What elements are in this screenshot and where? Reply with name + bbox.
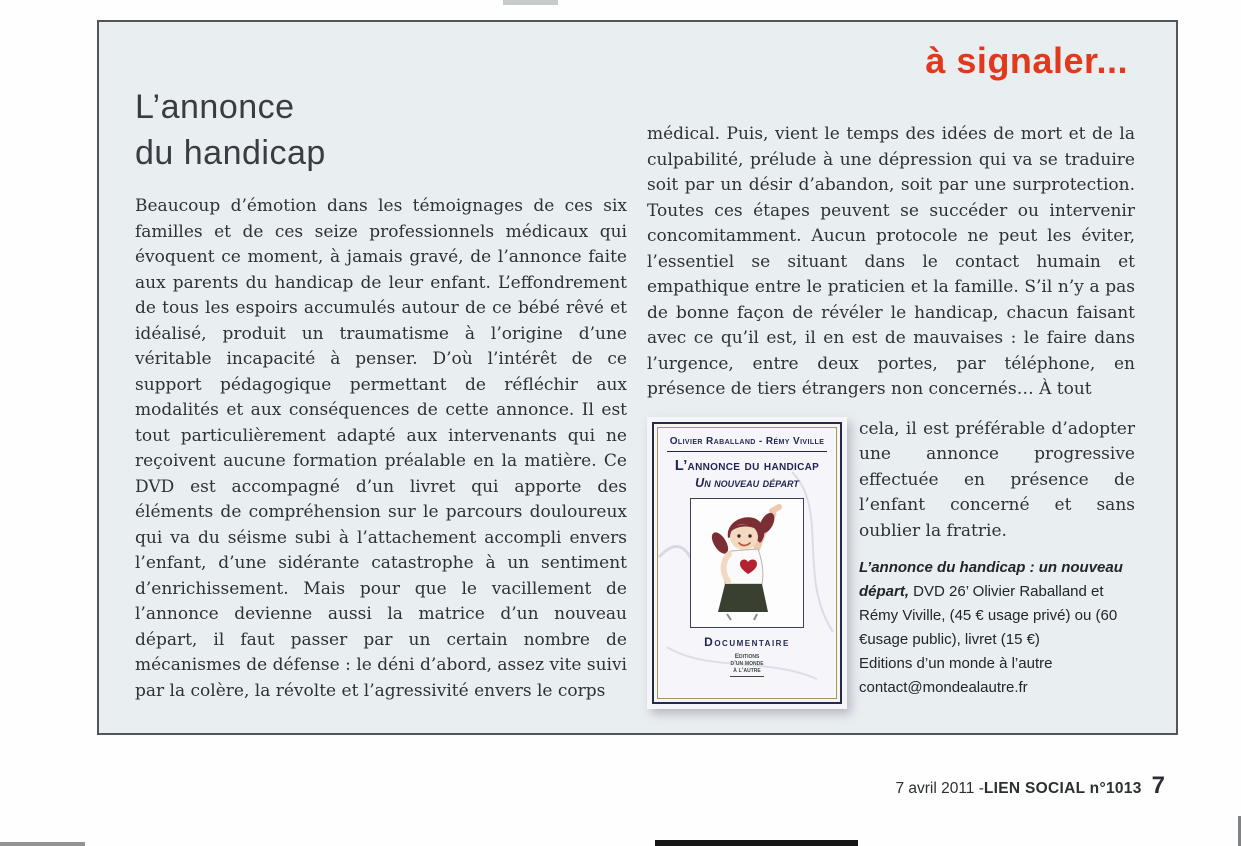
publisher-line-2: d’un monde xyxy=(730,659,764,667)
dvd-caption-publisher: Editions d’un monde à l’autre xyxy=(859,655,1053,672)
dvd-cover-publisher-logo xyxy=(730,653,763,677)
dvd-cover-frame xyxy=(652,422,842,704)
scan-artifact-bottom xyxy=(655,840,858,846)
media-side-text xyxy=(859,417,1135,709)
dvd-cover-rule xyxy=(667,451,827,452)
dvd-caption xyxy=(859,556,1135,700)
dvd-cover-image xyxy=(647,417,847,709)
publisher-line-1: Editions xyxy=(734,652,760,660)
page-footer xyxy=(895,772,1165,800)
article-title-line1: L’annonce xyxy=(135,88,295,126)
scan-artifact-top xyxy=(503,0,558,5)
scan-artifact-corner xyxy=(0,842,85,846)
article-text-col2: médical. Puis, vient le temps des idées de mort et de la culpabilité, prélude à une dépression qui va se traduire soit par un désir d’abandon, soit par une surprotection. Toutes ces étapes peuvent se succéder ou intervenir concomitamment. Aucun protocole ne peut les éviter, l’essentiel se situant dans le contact humain et empathique entre le praticien et la famille. S’il n’y a pas de bonne façon de révéler le handicap, chacun faisant avec ce qu’il est, il en est de mauvaises : le faire dans l’urgence, entre deux portes, par téléphone, en présence de tiers étrangers non concernés… À tout xyxy=(647,124,1135,399)
article-title xyxy=(135,84,627,176)
article-text-col2-continued: cela, il est préférable d’adopter une annonce progressive effectuée en présence de l’enfant concerné et sans oublier la fratrie. xyxy=(859,418,1135,541)
dvd-cover-subtitle: Un nouveau départ xyxy=(695,475,799,490)
article-text-col1: Beaucoup d’émotion dans les témoignages de ces six familles et de ces seize professionnels médicaux qui évoquent ce moment, à jamais gravé, de l’annonce faite aux parents du handicap de leur enfant. L’effondrement de tous les espoirs accumulés autour de ce bébé rêvé et idéalisé, produit un traumatisme à l’origine d’une véritable incapacité à penser. D’où l’intérêt de ce support pédagogique permettant de réfléchir aux modalités et aux conséquences de cette annonce. Il est tout particulièrement adapté aux intervenants qui ne reçoivent aucune formation préalable en la matière. Ce DVD est accompagné d’un livret qui apporte des éléments de compréhension sur le parcours douloureux qui va du séisme subi à l’attachement accompli envers l’enfant, d’une sidérante catastrophe à un sentiment d’enrichissement. Mais pour que le vacillement de l’annonce devienne aussi la matrice d’un nouveau départ, il faut passer par un certain nombre de mécanismes de défense : le déni d’abord, assez vite suivi par la colère, la révolte et l’agressivité envers le corps xyxy=(135,196,627,701)
media-row xyxy=(647,417,1135,709)
dvd-caption-title: L’annonce du handicap : un nouveau départ, xyxy=(859,559,1123,600)
publisher-line-3: à l’autre xyxy=(733,666,761,674)
dvd-cover-genre: Documentaire xyxy=(704,634,790,649)
dvd-caption-contact: contact@mondealautre.fr xyxy=(859,679,1028,696)
dvd-caption-details: DVD 26’ Olivier Raballand et Rémy Viville, (45 € usage privé) ou (60 €usage public), livret (15 €) xyxy=(859,583,1118,648)
article-panel xyxy=(97,20,1178,735)
dvd-cover-title: L’annonce du handicap xyxy=(674,457,820,474)
footer-date: 7 avril 2011 - xyxy=(895,780,984,797)
section-label: à signaler... xyxy=(925,40,1128,81)
footer-page-number: 7 xyxy=(1151,772,1165,799)
left-column xyxy=(135,84,627,704)
footer-magazine-title: LIEN SOCIAL n°1013 xyxy=(983,780,1142,797)
article-title-line2: du handicap xyxy=(135,134,326,172)
dvd-cover-authors: Olivier Raballand - Rémy Viville xyxy=(669,435,825,447)
right-column xyxy=(647,122,1135,709)
girl-illustration xyxy=(690,498,804,628)
